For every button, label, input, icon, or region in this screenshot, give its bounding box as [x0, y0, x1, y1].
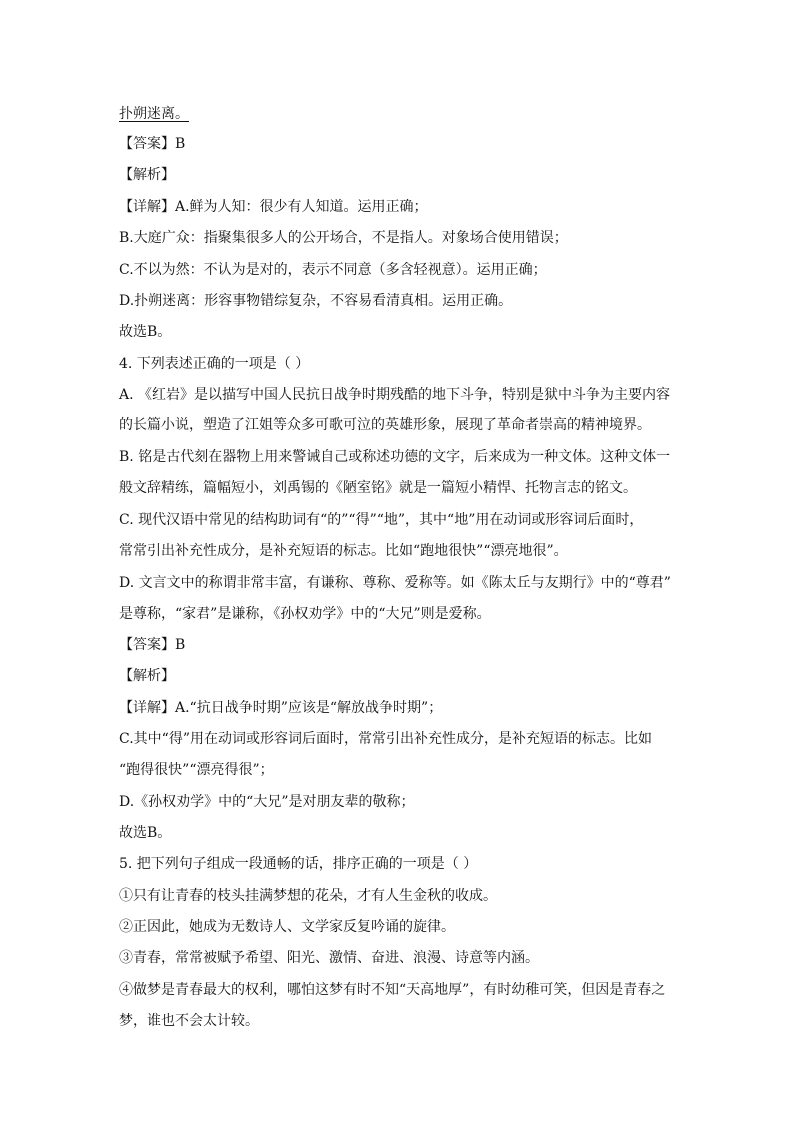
- text-line: D.扑朔迷离：形容事物错综复杂，不容易看清真相。运用正确。: [119, 293, 513, 309]
- option-d: D. 文言文中的称谓非常丰富，有谦称、尊称、爱称等。如《陈太丘与友期行》中的“尊君”: [119, 575, 671, 591]
- option-b: B. 铭是古代刻在器物上用来警诫自己或称述功德的文字，后来成为一种文体。这种文体一: [119, 449, 671, 465]
- text-line: B.大庭广众：指聚集很多人的公开场合，不是指人。对象场合使用错误；: [119, 230, 568, 246]
- analysis-label: 【解析】: [119, 167, 175, 183]
- option-a: A. 《红岩》是以描写中国人民抗日战争时期残酷的地下斗争，特别是狱中斗争为主要内容: [119, 387, 671, 403]
- sentence-4: ④做梦是青春最大的权利，哪怕这梦有时不知“天高地厚”，有时幼稚可笑，但因是青春之: [119, 982, 666, 998]
- sentence-4-cont: 梦，谁也不会太计较。: [119, 1013, 259, 1029]
- question-5: 5. 把下列句子组成一段通畅的话，排序正确的一项是（ ）: [119, 856, 478, 872]
- text-line: 扑朔迷离。: [119, 106, 189, 122]
- text-line: C.不以为然：不认为是对的，表示不同意（多含轻视意）。运用正确；: [119, 262, 547, 278]
- sentence-3: ③青春，常常被赋予希望、阳光、激情、奋进、浪漫、诗意等内涵。: [119, 950, 539, 966]
- answer-label: 【答案】B: [119, 136, 186, 152]
- question-4: 4. 下列表述正确的一项是（ ）: [119, 356, 310, 372]
- answer-label: 【答案】B: [119, 637, 186, 653]
- option-a-cont: 的长篇小说，塑造了江姐等众多可歌可泣的英雄形象，展现了革命者崇高的精神境界。: [119, 417, 651, 433]
- option-b-cont: 般文辞精练，篇幅短小，刘禹锡的《陋室铭》就是一篇短小精悍、托物言志的铭文。: [119, 480, 637, 496]
- option-c-cont: 常常引出补充性成分，是补充短语的标志。比如“跑地很快”“漂亮地很”。: [119, 543, 568, 559]
- sentence-1: ①只有让青春的枝头挂满梦想的花朵，才有人生金秋的收成。: [119, 888, 497, 904]
- analysis-label: 【解析】: [119, 668, 175, 684]
- text-line: “跑得很快”“漂亮得很”；: [119, 762, 274, 778]
- text-line: 【详解】A.鲜为人知：很少有人知道。运用正确；: [119, 199, 428, 215]
- sentence-2: ②正因此，她成为无数诗人、文学家反复吟诵的旋律。: [119, 919, 455, 935]
- text-line: 【详解】A.“抗日战争时期”应该是“解放战争时期”；: [119, 700, 443, 716]
- option-d-cont: 是尊称，“家君”是谦称，《孙权劝学》中的“大兄”则是爱称。: [119, 606, 491, 622]
- option-c: C. 现代汉语中常见的结构助词有“的”“得”“地”，其中“地”用在动词或形容词后面时，: [119, 512, 644, 528]
- text-line: D.《孙权劝学》中的“大兄”是对朋友辈的敬称；: [119, 794, 415, 810]
- conclusion-line: 故选B。: [119, 825, 172, 841]
- conclusion-line: 故选B。: [119, 324, 172, 340]
- text-line: C.其中“得”用在动词或形容词后面时，常常引出补充性成分，是补充短语的标志。比如: [119, 731, 652, 747]
